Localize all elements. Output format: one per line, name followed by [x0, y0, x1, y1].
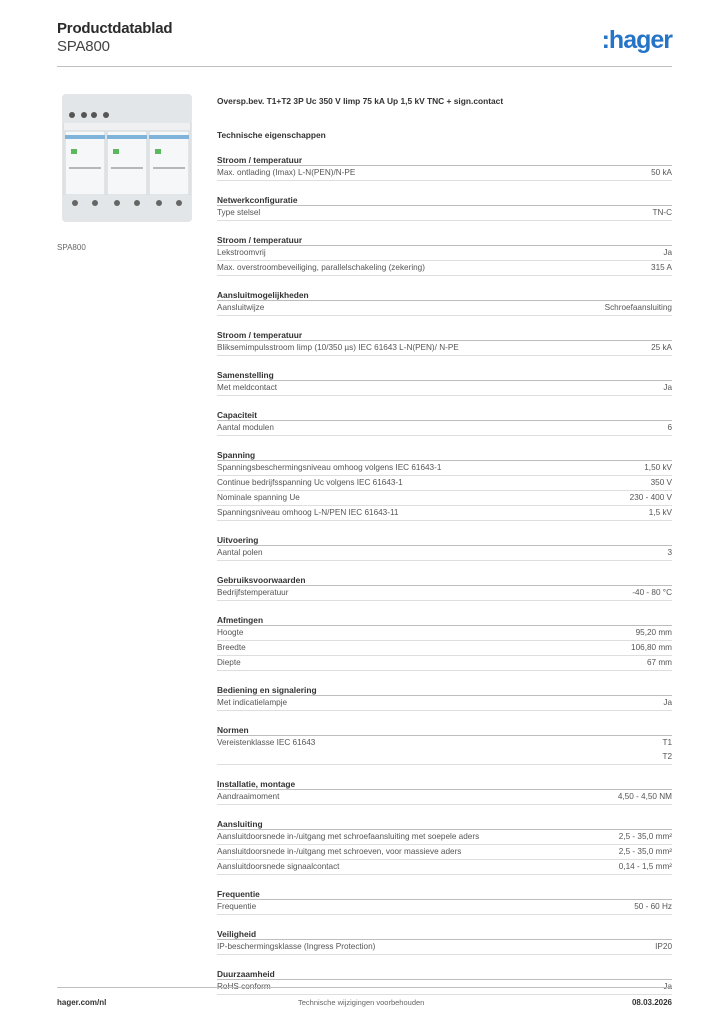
- spec-value: 1,5 kV: [648, 508, 672, 517]
- spec-value: 95,20 mm: [635, 628, 672, 637]
- spec-label: Max. ontlading (Imax) L-N(PEN)/N-PE: [217, 168, 356, 177]
- spec-label: Aansluitdoorsnede in-/uitgang met schroefaansluiting met soepele aders: [217, 832, 480, 841]
- spec-section: [217, 819, 672, 875]
- spec-section: [217, 290, 672, 316]
- spec-section: [217, 889, 672, 915]
- spec-value: 0,14 - 1,5 mm²: [618, 862, 672, 871]
- spec-label: Met indicatielampje: [217, 698, 288, 707]
- spec-value: 3: [667, 548, 672, 557]
- spec-row: [217, 940, 672, 955]
- spec-section: [217, 330, 672, 356]
- spec-value: 2,5 - 35,0 mm²: [618, 832, 672, 841]
- spec-value: 106,80 mm: [631, 643, 672, 652]
- spec-label: Diepte: [217, 658, 241, 667]
- spec-label: Aansluitdoorsnede signaalcontact: [217, 862, 340, 871]
- product-code: SPA800: [57, 38, 110, 55]
- spec-value: Ja: [663, 383, 672, 392]
- header-divider: [57, 66, 672, 67]
- spec-row: [217, 461, 672, 476]
- footer-divider: [57, 987, 672, 988]
- spec-value: Schroefaansluiting: [604, 303, 672, 312]
- spec-row: [217, 830, 672, 845]
- section-title: Spanning: [217, 450, 672, 461]
- spec-label: Aantal modulen: [217, 423, 274, 432]
- spec-section: [217, 410, 672, 436]
- document-title: Productdatablad: [57, 20, 173, 37]
- spec-section: [217, 929, 672, 955]
- spec-section: [217, 370, 672, 396]
- spec-row: [217, 476, 672, 491]
- spec-label: Lekstroomvrij: [217, 248, 266, 257]
- spec-section: [217, 195, 672, 221]
- section-title: Stroom / temperatuur: [217, 235, 672, 246]
- spec-label: Aantal polen: [217, 548, 263, 557]
- spec-section: [217, 535, 672, 561]
- section-title: Frequentie: [217, 889, 672, 900]
- section-title: Afmetingen: [217, 615, 672, 626]
- spec-row: [217, 696, 672, 711]
- spec-label: Spanningsbeschermingsniveau omhoog volgens IEC 61643-1: [217, 463, 442, 472]
- spec-value: 2,5 - 35,0 mm²: [618, 847, 672, 856]
- spec-row: [217, 641, 672, 656]
- spec-section: [217, 450, 672, 521]
- spec-row: [217, 246, 672, 261]
- section-title: Aansluitmogelijkheden: [217, 290, 672, 301]
- spec-section: [217, 779, 672, 805]
- spec-row: [217, 586, 672, 601]
- product-description: Oversp.bev. T1+T2 3P Uc 350 V Iimp 75 kA Up 1,5 kV TNC + sign.contact: [217, 96, 504, 106]
- specifications: [217, 95, 672, 995]
- spec-row: [217, 206, 672, 221]
- spec-label: RoHS conform: [217, 982, 271, 991]
- spec-label: Spanningsniveau omhoog L-N/PEN IEC 61643-11: [217, 508, 399, 517]
- spec-value: Ja: [663, 982, 672, 991]
- spec-row: [217, 506, 672, 521]
- section-title: Normen: [217, 725, 672, 736]
- section-title: Veiligheid: [217, 929, 672, 940]
- spec-row: [217, 546, 672, 561]
- section-title: Uitvoering: [217, 535, 672, 546]
- spec-value: 67 mm: [646, 658, 672, 667]
- page-header: [57, 20, 672, 68]
- spec-row: [217, 736, 672, 765]
- spec-section: [217, 615, 672, 671]
- spec-value: 1,50 kV: [644, 463, 672, 472]
- spec-value: 230 - 400 V: [629, 493, 672, 502]
- spec-label: Frequentie: [217, 902, 257, 911]
- section-title: Duurzaamheid: [217, 969, 672, 980]
- spec-value: Ja: [663, 248, 672, 257]
- spec-value: T1 T2: [662, 738, 672, 761]
- spec-row: [217, 166, 672, 181]
- spec-value: 350 V: [650, 478, 672, 487]
- spec-label: Met meldcontact: [217, 383, 278, 392]
- spec-value: TN-C: [652, 208, 672, 217]
- spec-sections: [217, 155, 672, 995]
- spec-value: 315 A: [651, 263, 672, 272]
- spec-value: 25 kA: [651, 343, 672, 352]
- spec-label: Aansluitdoorsnede in-/uitgang met schroeven, voor massieve aders: [217, 847, 462, 856]
- image-caption: SPA800: [57, 243, 86, 252]
- section-title: Aansluiting: [217, 819, 672, 830]
- spec-section: [217, 969, 672, 995]
- spec-label: Breedte: [217, 643, 246, 652]
- footer-date: 08.03.2026: [631, 998, 672, 1007]
- spec-label: Max. overstroombeveiliging, parallelschakeling (zekering): [217, 263, 425, 272]
- section-title: Samenstelling: [217, 370, 672, 381]
- spec-label: Hoogte: [217, 628, 244, 637]
- spec-label: Aansluitwijze: [217, 303, 265, 312]
- spec-section: [217, 685, 672, 711]
- spec-value: -40 - 80 °C: [632, 588, 672, 597]
- section-title: Installatie, montage: [217, 779, 672, 790]
- spec-section: [217, 575, 672, 601]
- spec-section: [217, 155, 672, 181]
- logo-text: :hager: [601, 26, 672, 54]
- spec-row: [217, 900, 672, 915]
- spec-row: [217, 381, 672, 396]
- section-title: Gebruiksvoorwaarden: [217, 575, 672, 586]
- spec-row: [217, 491, 672, 506]
- spec-row: [217, 656, 672, 671]
- spec-row: [217, 626, 672, 641]
- spec-value: 6: [667, 423, 672, 432]
- spec-row: [217, 301, 672, 316]
- technical-properties-heading: Technische eigenschappen: [217, 130, 326, 140]
- spec-row: [217, 421, 672, 436]
- footer-website: hager.com/nl: [57, 998, 107, 1007]
- spec-row: [217, 261, 672, 276]
- hager-logo: [602, 26, 672, 54]
- section-title: Bediening en signalering: [217, 685, 672, 696]
- spec-value: 4,50 - 4,50 NM: [617, 792, 672, 801]
- spec-row: [217, 790, 672, 805]
- product-image: [57, 91, 197, 231]
- section-title: Capaciteit: [217, 410, 672, 421]
- spec-label: Continue bedrijfsspanning Uc volgens IEC 61643-1: [217, 478, 403, 487]
- spec-section: [217, 725, 672, 765]
- spec-label: Vereistenklasse IEC 61643: [217, 738, 316, 747]
- spec-value: 50 - 60 Hz: [634, 902, 672, 911]
- spec-value: 50 kA: [651, 168, 672, 177]
- spec-row: [217, 860, 672, 875]
- footer-disclaimer: Technische wijzigingen voorbehouden: [298, 998, 425, 1007]
- spec-row: [217, 845, 672, 860]
- spec-row: [217, 341, 672, 356]
- spec-value: Ja: [663, 698, 672, 707]
- spec-label: Nominale spanning Ue: [217, 493, 300, 502]
- section-title: Netwerkconfiguratie: [217, 195, 672, 206]
- spec-label: IP-beschermingsklasse (Ingress Protection): [217, 942, 376, 951]
- section-title: Stroom / temperatuur: [217, 155, 672, 166]
- spec-label: Bedrijfstemperatuur: [217, 588, 289, 597]
- spec-value: IP20: [655, 942, 672, 951]
- spec-label: Aandraaimoment: [217, 792, 280, 801]
- spec-label: Type stelsel: [217, 208, 261, 217]
- section-title: Stroom / temperatuur: [217, 330, 672, 341]
- spec-label: Bliksemimpulsstroom Iimp (10/350 µs) IEC 61643 L-N(PEN)/ N-PE: [217, 343, 459, 352]
- spec-section: [217, 235, 672, 276]
